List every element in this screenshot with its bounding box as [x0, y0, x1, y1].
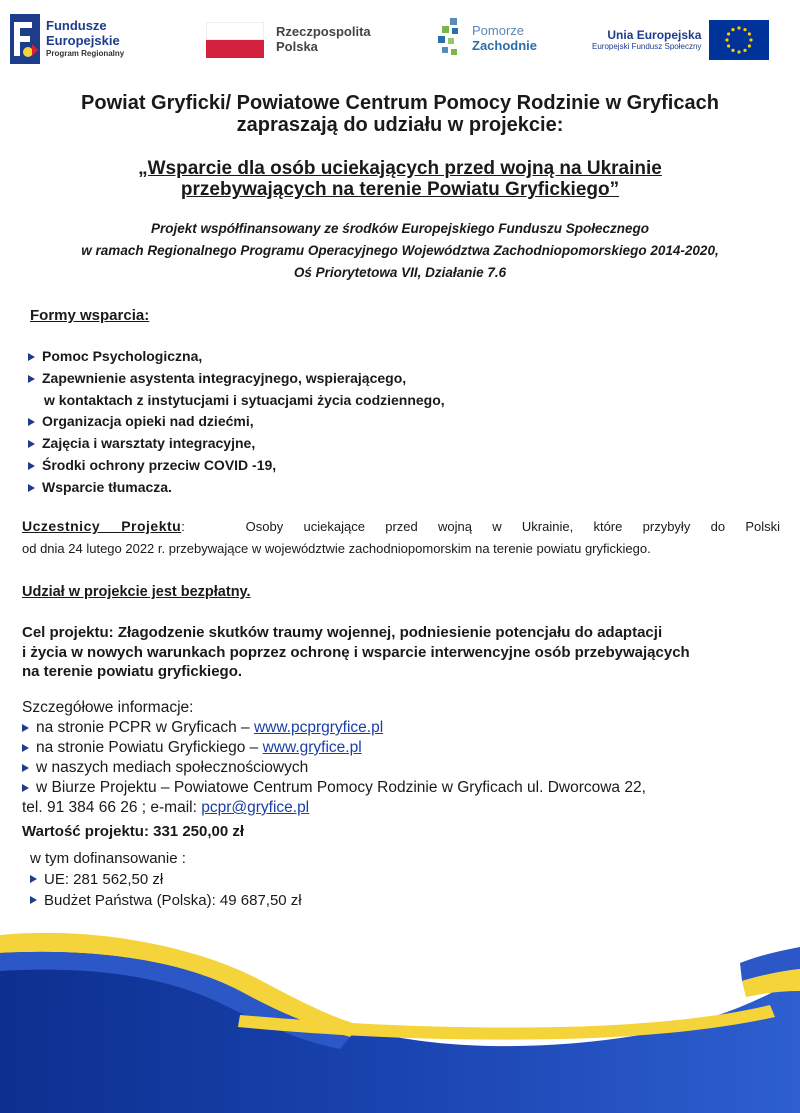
title-line1: Powiat Gryficki/ Powiatowe Centrum Pomocy Rodzinie w Gryficach [81, 92, 719, 114]
page-title [0, 92, 800, 136]
list-item: Organizacja opieki nad dziećmi, [28, 411, 445, 433]
list-item: Zapewnienie asystenta integracyjnego, wspierającego, [28, 368, 445, 390]
email-link[interactable]: pcpr@gryfice.pl [201, 799, 310, 816]
fundusze-line2: Europejskie [46, 33, 120, 49]
cofinancing-list [30, 848, 302, 911]
logo-bar [0, 0, 800, 80]
cofinancing-note [0, 218, 800, 284]
chevron-right-icon [28, 440, 35, 448]
pomorze-line1: Pomorze [472, 23, 525, 39]
rp-line2: Polska [276, 39, 318, 54]
rp-line1: Rzeczpospolita [276, 24, 371, 40]
chevron-right-icon [28, 353, 35, 361]
rzeczpospolita-polska-logo [206, 22, 371, 58]
list-item: Zajęcia i warsztaty integracyjne, [28, 433, 445, 455]
fundusze-line3: Program Regionalny [46, 49, 125, 59]
goal-line2: i życia w nowych warunkach poprzez ochronę i wsparcie interwencyjne osób przebywających [22, 643, 690, 661]
participants-section [22, 515, 780, 560]
info-heading: Szczegółowe informacje: [22, 699, 194, 716]
chevron-right-icon [22, 744, 29, 752]
chevron-right-icon [28, 462, 35, 470]
info-section [22, 698, 646, 818]
project-goal [22, 623, 797, 682]
chevron-right-icon [22, 784, 29, 792]
cofin-line2: w ramach Regionalnego Programu Operacyjnego Województwa Zachodniopomorskiego 2014-2020, [81, 243, 719, 258]
fundusze-line1: Fundusze [46, 18, 107, 34]
chevron-right-icon [30, 875, 37, 883]
ue-line1: Unia Europejska [607, 27, 702, 42]
project-line1: „Wsparcie dla osób uciekających przed wojną na Ukrainie [138, 158, 662, 179]
support-list [28, 346, 445, 499]
cofinancing-heading: w tym dofinansowanie : [30, 850, 186, 867]
list-item-continuation: w kontaktach z instytucjami i sytuacjami życia codziennego, [44, 391, 445, 408]
support-heading: Formy wsparcia: [30, 307, 150, 324]
contact-line: tel. 91 384 66 26 ; e-mail: pcpr@gryfice.pl [22, 799, 310, 816]
participants-line1: Uczestnicy Projektu: Osoby uciekające przed wojną w Ukrainie, które przybyły do Polski [22, 518, 780, 534]
list-item: w Biurze Projektu – Powiatowe Centrum Pomocy Rodzinie w Gryficach ul. Dworcowa 22, [22, 778, 646, 798]
list-item: Wsparcie tłumacza. [28, 477, 445, 499]
free-participation: Udział w projekcie jest bezpłatny. [22, 584, 251, 600]
participants-line2: od dnia 24 lutego 2022 r. przebywające w województwie zachodniopomorskim na terenie powiatu gryfickiego. [22, 541, 651, 556]
chevron-right-icon [28, 484, 35, 492]
list-item: w naszych mediach społecznościowych [22, 758, 646, 778]
project-value: Wartość projektu: 331 250,00 zł [22, 823, 245, 840]
chevron-right-icon [30, 896, 37, 904]
list-item: na stronie PCPR w Gryficach – www.pcprgryfice.pl [22, 718, 646, 738]
chevron-right-icon [28, 375, 35, 383]
cofin-line1: Projekt współfinansowany ze środków Europejskiego Funduszu Społecznego [150, 221, 650, 236]
fundusze-europejskie-icon [10, 14, 40, 64]
ukraine-ribbon-decoration [0, 925, 800, 1113]
cofin-line3: Oś Priorytetowa VII, Działanie 7.6 [293, 265, 507, 280]
goal-line3: na terenie powiatu gryfickiego. [22, 663, 243, 680]
project-name [0, 158, 800, 200]
participants-label: Uczestnicy Projektu [22, 518, 182, 534]
list-item: Środki ochrony przeciw COVID -19, [28, 455, 445, 477]
chevron-right-icon [22, 724, 29, 732]
pomorze-zachodnie-icon [436, 16, 466, 62]
chevron-right-icon [22, 764, 29, 772]
title-line2: zapraszają do udziału w projekcie: [236, 114, 564, 136]
list-item: UE: 281 562,50 zł [30, 869, 302, 890]
pomorze-zachodnie-logo [436, 16, 537, 62]
list-item: na stronie Powiatu Gryfickiego – www.gryfice.pl [22, 738, 646, 758]
goal-line1: Cel projektu: Złagodzenie skutków traumy wojennej, podniesienie potencjału do adaptacji [22, 624, 663, 641]
powiat-website-link[interactable]: www.gryfice.pl [262, 739, 362, 756]
list-item: Pomoc Psychologiczna, [28, 346, 445, 368]
ue-line2: Europejski Fundusz Społeczny [592, 42, 702, 52]
chevron-right-icon [28, 418, 35, 426]
eu-flag-icon [709, 20, 769, 60]
list-item: Budżet Państwa (Polska): 49 687,50 zł [30, 890, 302, 911]
project-line2: przebywających na terenie Powiatu Gryfickiego” [180, 179, 620, 200]
polish-flag-icon [206, 22, 264, 58]
pcpr-website-link[interactable]: www.pcprgryfice.pl [253, 719, 384, 736]
unia-europejska-logo [592, 20, 769, 60]
pomorze-line2: Zachodnie [472, 38, 538, 53]
fundusze-europejskie-logo [10, 14, 124, 64]
